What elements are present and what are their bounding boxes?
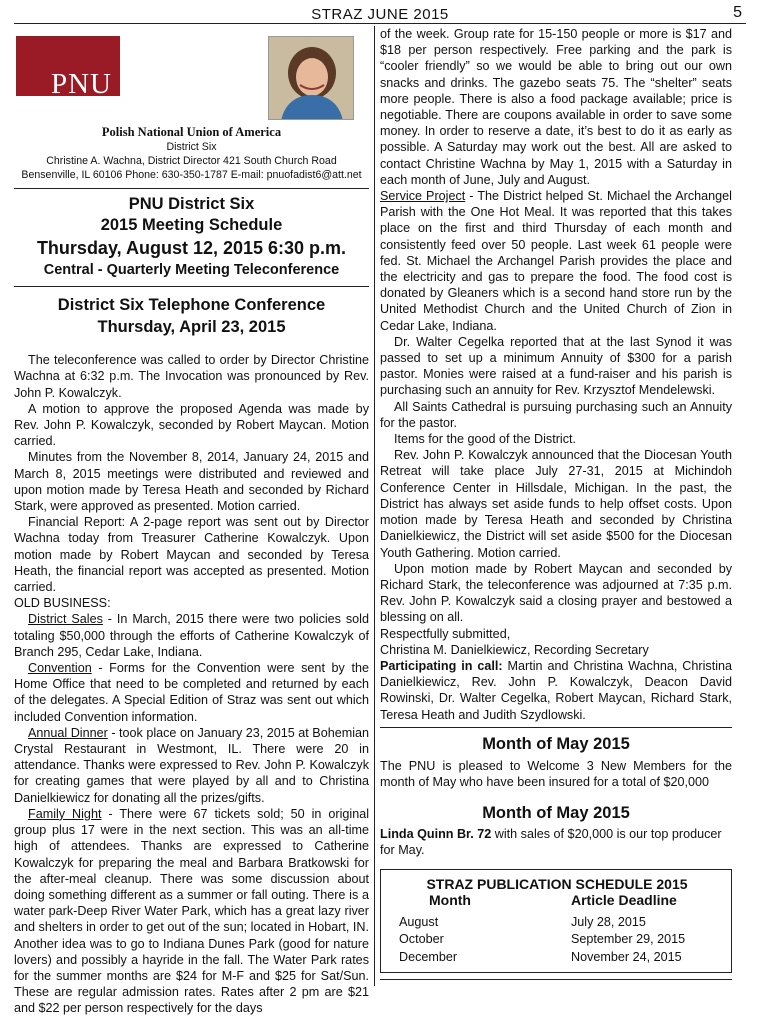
- meeting-type: Central - Quarterly Meeting Teleconference: [43, 262, 340, 279]
- paragraph-good-of-district: Items for the good of the District.: [394, 432, 576, 447]
- participants: Participating in call: Martin and Christina Wachna, Christina Danielkiewicz, Rev. John P. Kowalczyk, Deacon David Rowinski, Dr. Walter Cegelka, Robert Maycan, Richard Stark, Teresa Heath and Judith Szydlowski.: [380, 658, 732, 722]
- paragraph-all-saints: All Saints Cathedral is pursuing purchasing such an Annuity for the pastor.: [380, 399, 732, 430]
- paragraph-financial-report: Financial Report: A 2-page report was sent out by Director Wachna today from Treasurer Catherine Kowalczyk. Upon motion made by Robert Maycan and seconded by Teresa Heath, the financial report was accepted as presented. Motion carried.: [14, 515, 369, 595]
- page-header: [14, 2, 746, 24]
- may-members-title: Month of May 2015: [482, 734, 630, 753]
- running-title: STRAZ JUNE 2015: [311, 6, 449, 23]
- schedule-month: December: [399, 949, 458, 964]
- paragraph-convention: Convention - Forms for the Convention were sent by the Home Office that need to be completed and returned by each of the delegates. A Special Edition of Straz was sent out which included Convention information.: [14, 661, 369, 724]
- paragraph-annual-dinner: Annual Dinner - took place on January 23, 2015 at Bohemian Crystal Restaurant in Westmont, IL. There were 20 in attendance. Thanks were expressed to Rev. John P. Kowalczyk for creating games that were played by all and to Christina Danielkiewicz for donating all the prizes/gifts.: [14, 725, 369, 805]
- paragraph-annuity: Dr. Walter Cegelka reported that at the last Synod it was passed to set up a minimum Annuity of $300 for a parish pastor. Monies were raised at a fund-raiser and his parish is purchasing such an annuity for Rev. Krzysztof Mendelewski.: [380, 334, 732, 398]
- paragraph-minutes: Minutes from the November 8, 2014, January 24, 2015 and March 8, 2015 meetings were distributed and reviewed and upon motion made by Teresa Heath and seconded by Richard Stark, were approved as presented. Motion carried.: [14, 450, 369, 514]
- district-name: District Six: [166, 141, 217, 154]
- page-number: 5: [733, 4, 742, 21]
- director-photo: [268, 36, 354, 120]
- column-header-deadline: Article Deadline: [571, 891, 677, 908]
- pnu-logo: PNU: [16, 36, 120, 96]
- paragraph-youth-retreat: Rev. John P. Kowalczyk announced that the Diocesan Youth Retreat will take place July 27-31, 2015 at Michindoh Conference Center in Hillsdale, Michigan. In the past, the District has always set aside funds to help offset costs. Upon motion made by Teresa Heath and seconded by Christina Danielkiewicz, the District will set aside $500 for the Diocesan Youth Gathering. Motion carried.: [380, 448, 732, 560]
- publication-schedule-title: STRAZ PUBLICATION SCHEDULE 2015: [426, 875, 688, 892]
- schedule-deadline: July 28, 2015: [571, 914, 646, 929]
- article-date: Thursday, April 23, 2015: [97, 318, 286, 337]
- schedule-month: August: [399, 914, 439, 929]
- schedule-heading: PNU District Six: [128, 195, 255, 214]
- schedule-deadline: November 24, 2015: [571, 949, 682, 964]
- paragraph-adjournment: Upon motion made by Robert Maycan and seconded by Richard Stark, the teleconference was adjourned at 7:35 p.m. Rev. John P. Kowalczyk said a closing prayer and bestowed a blessing on all.: [380, 561, 732, 625]
- schedule-row: [393, 931, 721, 949]
- director-contact: Bensenville, IL 60106 Phone: 630-350-1787 E-mail: pnuofadist6@att.net: [21, 169, 362, 182]
- column-divider: [374, 26, 375, 986]
- right-column: [380, 26, 732, 985]
- secretary-signature: Christina M. Danielkiewicz, Recording Secretary: [380, 642, 649, 657]
- paragraph-call-to-order: The teleconference was called to order by Director Christine Wachna at 6:32 p.m. The Invocation was pronounced by Rev. John P. Kowalczyk.: [14, 353, 369, 400]
- may-producer-text: Linda Quinn Br. 72 with sales of $20,000 is our top producer for May.: [380, 827, 722, 858]
- org-name: Polish National Union of America: [101, 125, 282, 139]
- divider: [14, 188, 369, 189]
- paragraph-service-project: Service Project - The District helped St. Michael the Archangel Parish with the One Hot Meal. It was reported that this takes place on the first and third Thursday of each month and consistently feed over 50 people. Last week 61 people were fed. St. Michael the Archangel Parish provides the place and the electricity and gas to prepare the food. The food cost is donated by Gleaners which is a second hand store run by the United Methodist Church and the United Church of Zion in Cedar Lake, Indiana.: [380, 189, 732, 333]
- column-header-month: Month: [429, 891, 471, 908]
- paragraph-family-night-continued: of the week. Group rate for 15-150 people or more is $17 and $18 per person respectively. Free parking and the park is “cooler friendly” so we would be able to bring out our own snacks and drinks. The gazebo seats 75. The “shelter” seats more people. There is also a food package available; price is negotiable. There are coupons available in order to save some money. In order to reserve a date, it’s best to do it as early as possible. A Saturday may work out the best. All are asked to contact Christine Wachna by May 1, 2015 with a Saturday in each month of June, July and August.: [380, 27, 732, 187]
- signoff: Respectfully submitted,: [380, 626, 511, 641]
- paragraph-district-sales: District Sales - In March, 2015 there were two policies sold totaling $50,000 through the efforts of Catherine Kowalczyk of Branch 295, Cedar Lake, Indiana.: [14, 612, 369, 659]
- schedule-row: [393, 949, 721, 967]
- schedule-row: [393, 914, 721, 932]
- schedule-subheading: 2015 Meeting Schedule: [100, 216, 283, 235]
- may-producer-title: Month of May 2015: [482, 804, 630, 823]
- paragraph-agenda: A motion to approve the proposed Agenda was made by Rev. John P. Kowalczyk, seconded by Robert Maycan. Motion carried.: [14, 401, 369, 449]
- publication-schedule-box: [380, 869, 732, 974]
- meeting-date: Thursday, August 12, 2015 6:30 p.m.: [36, 238, 347, 259]
- schedule-deadline: September 29, 2015: [571, 932, 686, 947]
- article-title: District Six Telephone Conference: [57, 296, 326, 315]
- divider: [380, 979, 732, 980]
- director-address: Christine A. Wachna, District Director 421 South Church Road: [46, 155, 337, 168]
- divider: [380, 727, 732, 728]
- masthead: [14, 26, 369, 120]
- publication-schedule-header: [393, 892, 721, 908]
- old-business-heading: OLD BUSINESS:: [14, 596, 111, 611]
- schedule-month: October: [399, 932, 444, 947]
- left-column: [14, 26, 369, 1017]
- may-members-text: The PNU is pleased to Welcome 3 New Members for the month of May who have been insured for a total of $20,000: [380, 758, 732, 789]
- divider: [14, 286, 369, 287]
- paragraph-family-night: Family Night - There were 67 tickets sold; 50 in original group plus 17 were in the next section. This was an all-time high of attendees. Thanks are expressed to Catherine Kowalczyk for preparing the meal and Barbara Bratkowski for the after-meal cleanup. There was some discussion about doing something different as a summer or fall outing. There is a water park-Deep River Water Park, which has a great lazy river and shelters in order to get out of the sun; located in Hobart, IN. Another idea was to go to Indiana Dunes Park (good for nature lovers) and possibly a hayride in the fall. The Water Park rates for the summer months are $24 for M-F and $25 for Sat/Sun. These are regular admission rates. Rates after 2 pm are $21 and $22 per person respectively for the days: [14, 806, 369, 1016]
